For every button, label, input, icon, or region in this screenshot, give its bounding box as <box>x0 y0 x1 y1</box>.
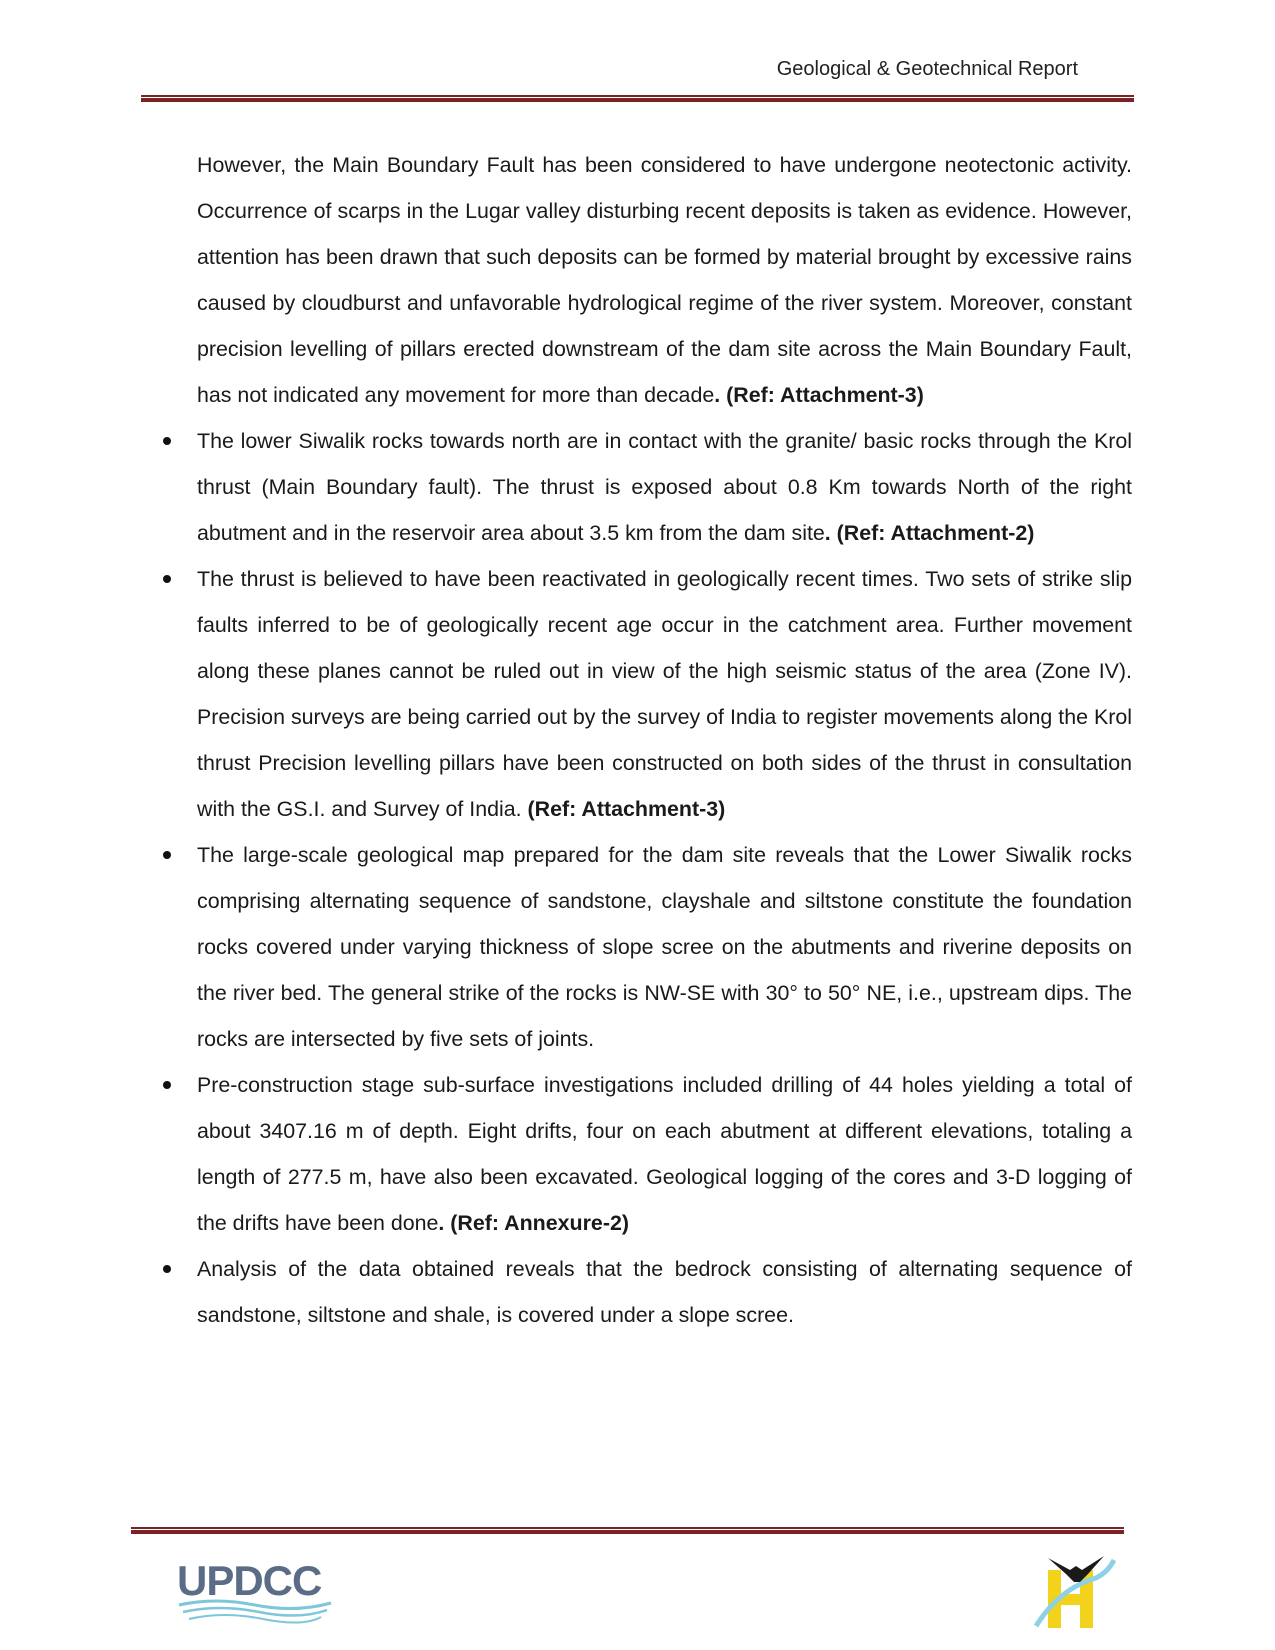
bullet-item-subsurface-investigations: Pre-construction stage sub-surface investigations included drilling of 44 holes yielding a total of about 3407.16 m of depth. Eight drifts, four on each abutment at different elevations, totaling a length of 277.5 m, have also been excavated. Geological logging of the cores and 3-D logging of the drifts have been done. (Ref: Annexure-2) <box>197 1062 1132 1246</box>
intro-paragraph: However, the Main Boundary Fault has been considered to have undergone neotectonic activity. Occurrence of scarps in the Lugar valley disturbing recent deposits is taken as evidence. However, attention has been drawn that such deposits can be formed by material brought by excessive rains caused by cloudburst and unfavorable hydrological regime of the river system. Moreover, constant precision levelling of pillars erected downstream of the dam site across the Main Boundary Fault, has not indicated any movement for more than decade. (Ref: Attachment-3) <box>197 153 1132 407</box>
intro-reference: . (Ref: Attachment-3) <box>714 383 924 407</box>
bullet-icon <box>163 1081 171 1089</box>
header-rule <box>141 95 1134 102</box>
bullet-reference: (Ref: Attachment-3) <box>527 797 726 821</box>
page-header-title: Geological & Geotechnical Report <box>776 58 1078 80</box>
hydro-eagle-logo-icon <box>1030 1548 1120 1633</box>
bullet-item-data-analysis: Analysis of the data obtained reveals that the bedrock consisting of alternating sequence of sandstone, siltstone and shale, is covered under a slope scree. <box>197 1246 1132 1338</box>
bullet-item-krol-thrust: The lower Siwalik rocks towards north are in contact with the granite/ basic rocks through the Krol thrust (Main Boundary fault). The thrust is exposed about 0.8 Km towards North of the right abutment and in the reservoir area about 3.5 km from the dam site. (Ref: Attachment-2) <box>197 418 1132 556</box>
bullet-icon <box>163 1265 171 1273</box>
bullet-icon <box>163 437 171 445</box>
bullet-icon <box>163 851 171 859</box>
bullet-item-reactivated-thrust: The thrust is believed to have been reactivated in geologically recent times. Two sets of strike slip faults inferred to be of geologically recent age occur in the catchment area. Further movement along these planes cannot be ruled out in view of the high seismic status of the area (Zone IV). Precision surveys are being carried out by the survey of India to register movements along the Krol thrust Precision levelling pillars have been constructed on both sides of the thrust in consultation with the GS.I. and Survey of India. (Ref: Attachment-3) <box>197 556 1132 832</box>
report-body <box>197 142 1132 1338</box>
footer-rule <box>131 1527 1124 1534</box>
svg-text:UPDCC: UPDCC <box>177 1557 322 1604</box>
bullet-item-geological-map: The large-scale geological map prepared for the dam site reveals that the Lower Siwalik rocks comprising alternating sequence of sandstone, clayshale and siltstone constitute the foundation rocks covered under varying thickness of slope scree on the abutments and riverine deposits on the river bed. The general strike of the rocks is NW-SE with 30° to 50° NE, i.e., upstream dips. The rocks are intersected by five sets of joints. <box>197 832 1132 1062</box>
updcc-logo <box>175 1553 335 1625</box>
bullet-icon <box>163 575 171 583</box>
bullet-reference: . (Ref: Attachment-2) <box>824 521 1035 545</box>
bullet-reference: . (Ref: Annexure-2) <box>438 1211 629 1235</box>
